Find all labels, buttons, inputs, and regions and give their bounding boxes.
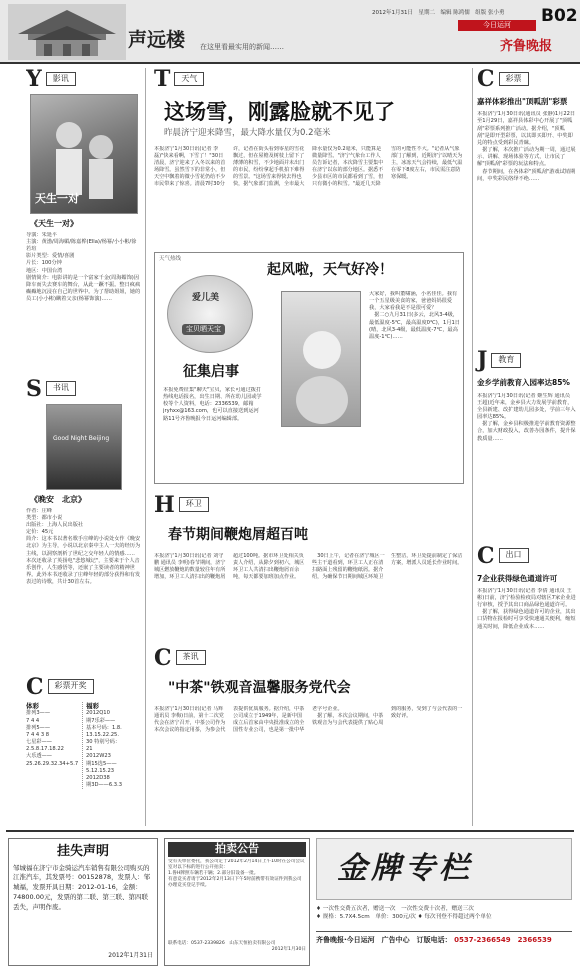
lottery-welfare-lines [86, 710, 141, 789]
section-label: 出口 [499, 548, 529, 563]
section-kicker [26, 68, 141, 90]
book-title: 《晚安 北京》 [30, 494, 86, 504]
lottery-line: 期15选5—— [86, 760, 117, 767]
lottery-line: 7 4 4 3 8 [26, 731, 50, 738]
promo-title: 征集启事 [183, 363, 239, 380]
lottery-welfare [82, 702, 141, 790]
page-number: B02 [541, 6, 578, 26]
lottery-line: 大乐透—— [26, 753, 52, 760]
section-label: 教育 [491, 353, 521, 368]
promo-badge: 宝贝晒天宝 [182, 324, 225, 335]
firecracker-body: 本报济宁1月30日讯(记者 刘守鹏 通讯员 李明)春节期间，济宁城区燃放鞭炮的数量较往年有所增加，环卫工人清扫出的鞭炮屑超过100吨。据市环卫处相关负责人介绍，从除夕到初六，城区环卫工人共清扫出鞭炮屑百余吨，每天都要加班加点作业。 30日上午，记者在济宁城区一些主干道看到，环卫工人正在清扫路面上残留的鞭炮纸屑。据介绍，为确保节日期间城区环境卫生整洁，环卫处提前制定了保洁方案，增派人员延长作业时间。 [154, 552, 463, 580]
promo-kids-logo: 爱儿美 [192, 292, 220, 303]
lottery-line: 21 [86, 746, 93, 753]
lottery-results [26, 702, 141, 790]
promo-body: 本报免费征集"聊天"宝贝，家长可通过拨打热线电话报名，出生日期、所在幼儿园或学校等个人资料，电话：2336539，邮箱jryhxx@163.com，也可以直接送到运河路11号齐鲁晚报今日运河编辑部。 [163, 386, 262, 422]
lottery-line: 2012D38 [86, 774, 110, 781]
ads-area [6, 830, 574, 970]
section-letter: J [477, 347, 488, 374]
lottery-sports-lines [26, 710, 78, 767]
exports-headline: 7企业获得绿色通道许可 [477, 573, 558, 583]
section-kicker [154, 491, 464, 518]
section-letter: S [26, 375, 42, 402]
section-label: 茶讯 [176, 650, 206, 665]
lottery-line: 7 4 4 [26, 717, 40, 724]
section-kicker [477, 68, 576, 90]
lottery-line: 七星彩—— [26, 739, 52, 746]
right-column [472, 68, 576, 826]
section-label: 书讯 [46, 381, 76, 396]
center-column [150, 68, 468, 826]
column-name: 声远楼 [128, 29, 186, 51]
section-tag: 今日运河 [458, 20, 536, 31]
section-kicker [154, 68, 464, 90]
gold-terms-1: ♦ 一次性交费五次者，赠送一次 一次性交费十次者，赠送三次 [316, 906, 474, 912]
auction-notice [164, 838, 310, 966]
lottery-line: 排列3—— [26, 710, 51, 717]
section-label: 天气 [174, 72, 204, 87]
loss-notice [8, 838, 158, 966]
education-body: 本报济宁1月30日讯(记者 姬生辉 通讯员 王超)近年来，金乡县大力发展学前教育，全县新建、改扩建幼儿园多处，学前三年入园率达85%。 据了解，金乡县积极推进学前教育资源整合，加大财政投入，改善办园条件，提升保教质量…… [477, 392, 576, 442]
lottery-line: 期7乐彩—— [86, 717, 116, 724]
lottery-line: 2012Q10 [86, 710, 110, 717]
section-label: 影讯 [46, 72, 76, 87]
section-letter: Y [26, 68, 42, 92]
lottery-line: 25.26.29.32.34+5.7 [26, 760, 79, 767]
lottery-line: 基本号码：1.8. [86, 724, 122, 731]
left-column [26, 68, 146, 826]
section-kicker [154, 644, 464, 671]
lottery-line: 2012W23 [86, 753, 111, 760]
section-kicker [26, 375, 141, 402]
section-label: 彩票开奖 [48, 679, 94, 694]
book-cover-title: Good Night Beijing [53, 434, 110, 442]
auction-contact: 联系电话：0537-2339826 山东天恒拍卖有限公司 [168, 940, 276, 946]
auction-body: 受有关单位委托，我公司定于2012年2月14日上午10时在公司会议室对以下标的进行公开拍卖： 1.鲁H牌照车辆若干辆；2.部分旧设备一批。 有意竞买者请于2012年2月13日下午5时前携带有效证件到我公司办理竞买登记手续。 [168, 858, 305, 888]
baby-photo-figure-icon [282, 292, 362, 428]
weather-body: 大家好，我叫董啸涵，小名佳佳。我有一个五星级美食的家，爸爸妈妈很爱我，大家看我是不是很可爱？ 据二○九月31日(多云，北风3-4级，最低温度-5℃，最高温度0℃)，1月1日(晴，北风3-4级，最低温度-7℃，最高温度-1℃)…… [369, 290, 460, 340]
lottery-line: 13.15.22.25. [86, 731, 119, 738]
section-label: 环卫 [179, 497, 209, 512]
auction-date: 2012年1月30日 [271, 946, 306, 952]
lottery-news-body: 本报济宁1月30日讯(通讯员 张静)1月22日至1月29日，嘉祥县体彩中心开展了"顶呱刮"彩票系列推广活动。据介绍，"顶呱刮"是即开型彩票，以其即买即开、中奖即兑的特点受到彩民青睐。 据了解，本次推广活动为期一周，通过展示、讲解、现场体验等方式，让市民了解"顶呱刮"彩票的玩法和特点。 春节期间，在各体彩"顶呱刮"游戏试销期间，中奖彩民络绎不绝…… [477, 111, 576, 182]
ad-footer [316, 931, 572, 945]
ad-footer-brand: 齐鲁晚报·今日运河 广告中心 订版电话： [316, 936, 452, 945]
tea-headline: "中茶"铁观音温馨服务党代会 [168, 679, 351, 696]
movie-poster [30, 94, 138, 214]
loss-notice-date: 2012年1月31日 [108, 951, 153, 959]
top-story-headline: 这场雪，刚露脸就不见了 [164, 99, 395, 124]
promo-logo-badge [167, 275, 253, 353]
section-kicker [477, 347, 576, 374]
gold-banner-text: 金牌专栏 [337, 851, 473, 886]
lottery-sports-title: 体彩 [26, 701, 39, 710]
section-letter: C [477, 542, 495, 569]
gold-column-ad [316, 838, 572, 966]
lottery-sports [26, 702, 78, 790]
exports-body: 本报济宁1月30日讯(记者 李倩 通讯员 王彬)日前，济宁检验检疫局对辖区7家企业进行审核，授予其出口商品绿色通道许可。 据了解，获得绿色通道许可的企业，其出口货物在报检时可享受快速通关便利，缩短通关时间，降低企业成本…… [477, 587, 576, 630]
section-letter: C [26, 673, 44, 700]
lottery-line: 排列5—— [26, 724, 51, 731]
promo-box [154, 252, 464, 484]
lottery-welfare-title: 福彩 [86, 701, 99, 710]
gold-terms-2: ♦ 规格：5.7X4.5cm 单价：300元/次 ♦ 每次刊登不得超过两个单位 [316, 913, 492, 920]
section-label: 彩票 [499, 72, 529, 87]
section-kicker [26, 673, 141, 700]
loss-notice-body: 邹城福在济宁市金骑运汽车销售有限公司购买的江淮汽车，其发票号：00152878，发票人：邹城福，发票开具日期：2012-01-16，金额：74800.00元，发票的第二联、第三联、第四联丢失，声明作废。 [13, 863, 151, 911]
pavilion-icon [8, 4, 126, 60]
lottery-news-headline: 嘉祥体彩推出"顶呱刮"彩票 [477, 97, 568, 106]
auction-title: 拍卖公告 [168, 842, 306, 857]
firecracker-headline: 春节期间鞭炮屑超百吨 [168, 526, 308, 543]
top-story-subhead: 昨晨济宁迎来降雪，最大降水量仅为0.2毫米 [164, 128, 331, 139]
section-kicker [477, 542, 576, 569]
section-letter: H [154, 491, 175, 518]
lottery-line: 5.12.15.23 [86, 767, 115, 774]
loss-notice-title: 挂失声明 [56, 844, 109, 859]
section-letter: C [477, 68, 495, 92]
baby-photo [281, 291, 361, 427]
dateline: 2012年1月31日 星期二 编辑 陈鸿儒 组版 张小勇 [372, 10, 505, 16]
top-story-body: 本报济宁1月30日讯(记者 李磊)"快来看啊，下雪了！"30日清晨，济宁迎来了入冬以来的首场降雪。虽然雪下的非常小，但天空中飘着的微小雪花仍给不少市民带来了惊喜。清晨7时30分许，记者在街头看到零星的雪花飘过，但在屋檐及树枝上留下了薄薄的积雪，不少地面并未出门的市民，纷纷拿起手机拍下难得的雪景。"这场雪来得快去得也快，据气象部门监测，全市最大降水量仅为0.2毫米，只能算是微量降雪。"济宁气象台工作人员告诉记者，本次降雪主要集中在济宁以东的部分地区。据悉不少县市区的市民都看到了雪，但只有微小的积雪。"最近几天降雪的可能性不大。"记者从气象部门了解到，近期济宁以晴天为主，冰冻天气会持续，最低气温在零下8度左右，市民需注意防寒保暖。 [154, 145, 463, 187]
paper-name: 齐鲁晚报 [500, 39, 553, 54]
movie-poster-title: 天生一对 [35, 192, 79, 206]
tea-body: 本报济宁1月30日讯(记者 马辉 通讯员 李梅)日前，第十二次党代会在济宁召开，中茶公司作为本次会议的指定用茶，为参会代表提供优质服务。据介绍，中茶公司成立于1949年，是新中国成立后首家由中央批准成立的全国性专业公司，也是第一批中华老字号企业。 据了解，本次会议期间，中茶铁观音为与会代表提供了贴心周到的服务，受到了与会代表的一致好评。 [154, 705, 463, 733]
lottery-line: 期3D——6.3.3 [86, 782, 123, 789]
weather-title: 起风啦，天气好冷！ [267, 261, 393, 278]
education-headline: 金乡学前教育入园率达85% [477, 378, 570, 388]
ad-footer-phone: 0537-2366549 2366539 [454, 936, 552, 945]
gold-banner [316, 838, 572, 900]
column-slogan: 在这里看最实用的新闻…… [200, 43, 284, 51]
book-body: 作者：庄峰 类型：都市小说 出版社：上海人民出版社 定价：45元 简介：这本书以著名歌手庄峰的小说处女作《晚安北京》为主导，小说以北京秦中主人一夫的经历为主线，以洞察剖析了世纪之交年轻人的情感…… 本次还收录了英扬电"悲悠城记"，主要来于个人音乐创作，人生感悟等，还嵌了主要读者的精神世界。此外本书还收录了庄峰年轻的部分获得和有发表过的诗歌，共计30首左右。 [26, 507, 141, 586]
promo-tag: 天气热线 [159, 255, 182, 262]
masthead [0, 0, 580, 64]
lottery-line: 2.5.8.17.18.22 [26, 746, 64, 753]
movie-body: 导演：朱延平 主演：黄渤/周海媚/陈嘉桦(Ella)/杨幂/小小彬/徐若瑄 影片类型：爱情/喜剧 片长：100分钟 地区：中国台湾 剧情简介：电影讲的是一个富家千金(周海媚饰)因降车而失去赛车的舞台，从此一蹶不振。整日疯疯癫癫地沉浸在自己的世界中。为了帮助姐姐，她的员工(小小彬)瞒着父亲(杨幂饰演)…… [26, 231, 141, 303]
movie-title: 《天生一对》 [30, 219, 78, 228]
book-cover [46, 404, 122, 490]
section-letter: C [154, 644, 172, 671]
lottery-line: 30 特别号码： [86, 739, 121, 746]
section-letter: T [154, 68, 171, 92]
